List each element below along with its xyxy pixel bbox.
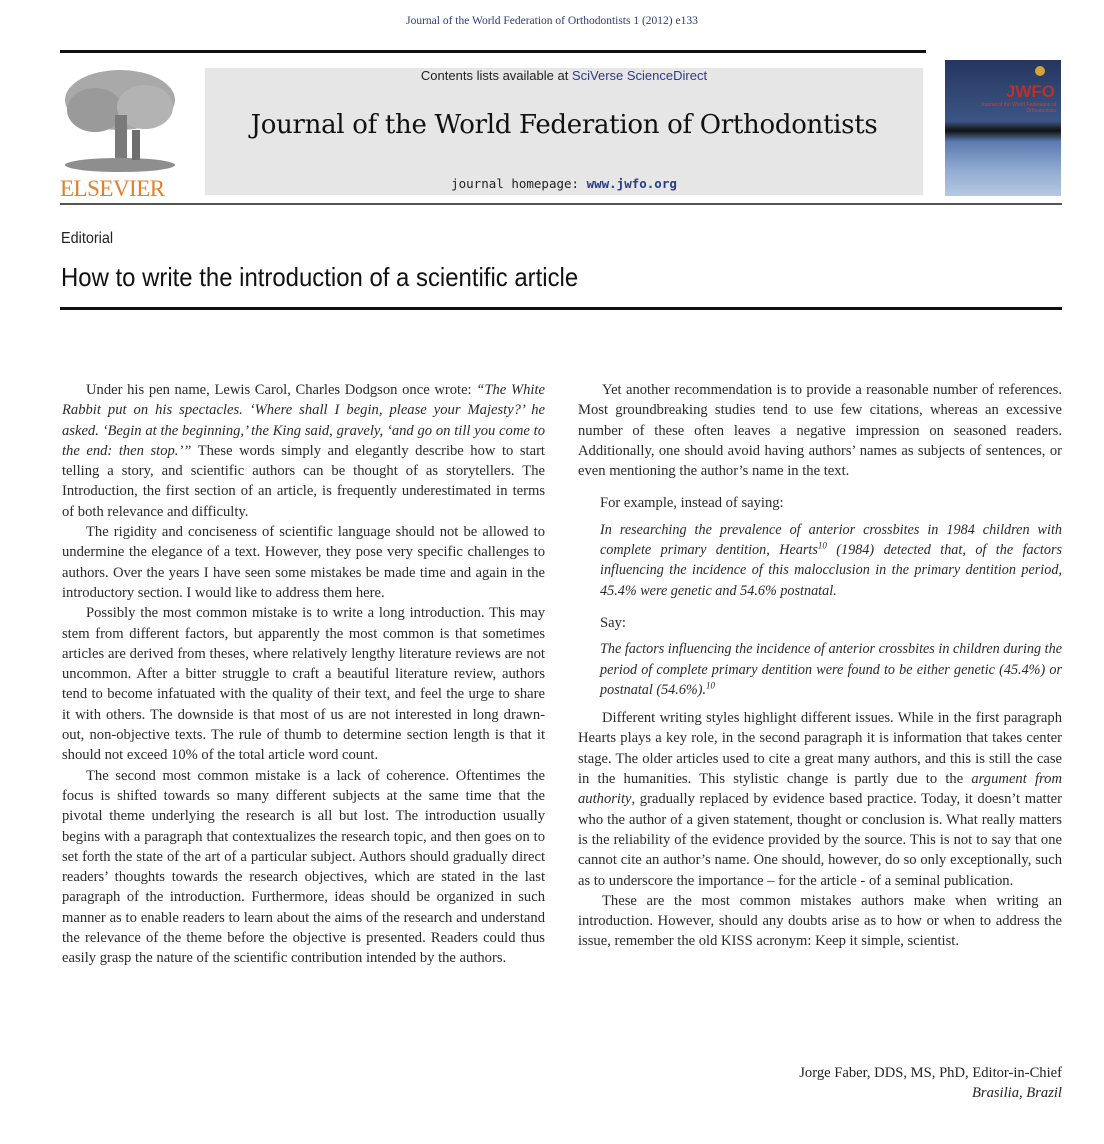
example-bad [600,520,1062,601]
contents-prefix: Contents lists available at [420,68,572,83]
running-head: Journal of the World Federation of Orthodontists 1 (2012) e133 [406,15,698,27]
tree-icon [60,65,180,175]
text: These words simply and elegantly describe how to start telling a story, and scientific authors can be thought of as storytellers. The Introduction, the first section of an article, is frequently underestimated in terms of both relevance and difficulty. [62,442,545,520]
cover-emblem-icon [1035,66,1045,76]
journal-cover [945,60,1061,196]
reference-link[interactable]: 10 [817,540,827,551]
text: , gradually replaced by evidence based practice. Today, it doesn’t matter who the author of a given statement, thought or conclusion is. What really matters is the reliability of the evidence provided by the source. This is not to say that one cannot cite an author’s name. One should, however, do so only exceptionally, such as to underscore the importance – for the article - of a seminal publication. [578,791,1062,889]
reference-link[interactable]: 10 [706,680,716,691]
signature-block [799,1063,1062,1103]
header-rule [60,50,926,53]
paragraph: Possibly the most common mistake is to write a long introduction. This may stem from different factors, but apparently the most common is that sometimes articles are derived from theses, where relatively lengthy literature reviews are not uncommon. After a bitter struggle to craft a beautiful literature review, authors tend to become infatuated with the quality of their text, and feel the urge to share it with others. The downside is that most of us are not interested in long drawn-out, non-objective texts. The rule of thumb to determine section length is that it should not exceed 10% of the total article word count. [62,605,545,764]
homepage-line [205,176,923,191]
masthead-rule [60,203,1062,205]
contents-line [205,68,923,83]
quote: “The White Rabbit put on his spectacles. ‘Where shall I begin, please your Majesty?’ he asked. ‘Begin at the beginning,’ the King said, gravely, ‘and go on till you come to the end: then stop.’” [62,382,545,459]
emphasis: argument from authority [578,771,1062,808]
text: (1984) detected that, of the factors influencing the incidence of this malocclusion in the primary dentition period, 45.4% were genetic and 54.6% postnatal. [600,542,1062,599]
paragraph: The second most common mistake is a lack of coherence. Oftentimes the focus is shifted towards so many different subjects at the same time that the pivotal theme underlying the research is all but lost. The introduction usually begins with a paragraph that contextualizes the research topic, and then goes on to set forth the state of the art of a particular subject. Authors should gradually direct readers’ thoughts towards the research objectives, which are stated in the last paragraph of the introduction. Furthermore, ideas should be organized in such manner as to enable readers to learn about the aims of the research and understand the relevance of the theme before the objective is presented. Readers could thus easily grasp the nature of the scientific contribution intended by the authors. [62,767,545,967]
title-rule [60,307,1062,310]
cover-subtitle: Journal of the World Federation of Orthodontists [980,102,1056,114]
author-location: Brasilia, Brazil [971,1085,1062,1101]
paragraph: Yet another recommendation is to provide a reasonable number of references. Most groundbreaking studies tend to use few citations, whereas an excessive number of these often leaves a negative impression on seasoned readers. Additionally, one should avoid having authors’ names as subjects of sentences, or even mentioning the author’s name in the text. [578,382,1062,480]
say-label: Say: [600,614,626,631]
paragraph: The rigidity and conciseness of scientific language should not be allowed to undermine the elegance of a text. However, they pose very specific challenges to authors. Over the years I have seen some mistakes be made time and again in the introductory section. I would like to address them here. [62,524,545,601]
author-name: Jorge Faber, DDS, MS, PhD, Editor-in-Chief [799,1065,1062,1081]
text: In researching the prevalence of anterior crossbites in 1984 children with complete primary dentition, Hearts [600,521,1062,559]
homepage-link[interactable]: www.jwfo.org [586,176,677,191]
paragraph [578,708,1062,891]
section-label: Editorial [61,230,114,247]
cover-title: JWFO [1005,82,1055,101]
homepage-prefix: journal homepage: [451,176,587,191]
example-label: For example, instead of saying: [600,495,784,512]
paragraph [62,380,545,522]
journal-title: Journal of the World Federation of Orthodontists [250,110,878,140]
elsevier-wordmark: ELSEVIER [60,176,165,201]
article-title: How to write the introduction of a scientific article [61,262,579,292]
paragraph: These are the most common mistakes authors make when writing an introduction. However, should any doubts arise as to how or when to address the issue, remember the old KISS acronym: Keep it simple, scientist. [578,892,1062,950]
text: The factors influencing the incidence of anterior crossbites in children during the period of complete primary dentition were found to be either genetic (45.4%) or postnatal (54.6%). [600,641,1062,698]
text: Different writing styles highlight different issues. While in the first paragraph Hearts plays a key role, in the second paragraph it is information that takes center stage. The older articles used to cite a great many authors, and this is still the case in the humanities. This stylistic change is partly due to the [578,710,1062,788]
text: Under his pen name, Lewis Carol, Charles Dodgson once wrote: [86,382,477,398]
sciencedirect-link[interactable]: SciVerse ScienceDirect [571,68,708,83]
left-column [62,380,545,969]
journal-banner [205,68,923,195]
right-column [578,380,1062,952]
example-good [600,639,1062,700]
